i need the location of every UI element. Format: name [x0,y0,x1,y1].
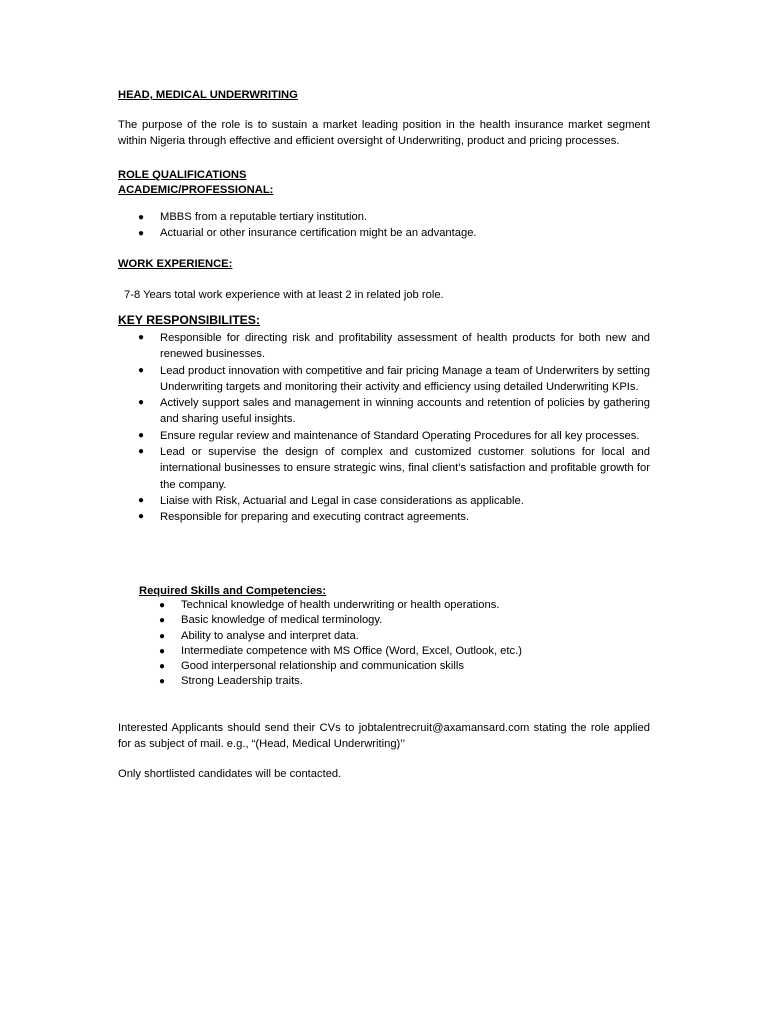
skills-list [118,598,650,690]
list-item: ● Actively support sales and management in winning accounts and retention of policies by gathering and sharing useful insights. [138,397,650,426]
list-item: ● Ensure regular review and maintenance of Standard Operating Procedures for all key processes. [118,428,650,444]
bullet-icon: ● [138,332,145,343]
list-item: ● Basic knowledge of medical terminology. [139,613,650,628]
bullet-icon: ● [159,645,166,657]
list-item: ● Lead product innovation with competitive and fair pricing Manage a team of Underwriters by setting Underwriting targets and monitoring their activity and efficiency using detailed Underwriting KPIs. [138,364,650,393]
bullet-icon: ● [138,397,145,409]
qualifications-list [118,210,650,241]
list-item: ● Strong Leadership traits. [139,674,650,689]
list-item: ● Actuarial or other insurance certification might be an advantage. [118,226,650,242]
list-item: ● Good interpersonal relationship and communication skills [139,659,650,674]
role-qualifications-heading: ROLE QUALIFICATIONS [118,169,247,181]
job-title: HEAD, MEDICAL UNDERWRITING [118,89,298,101]
bullet-icon: ● [138,429,145,441]
bullet-icon: ● [159,615,166,627]
bullet-icon: ● [159,661,166,673]
list-item: ● Responsible for preparing and executing contract agreements. [118,509,650,525]
closing-note: Only shortlisted candidates will be contacted. [118,768,342,780]
list-item: ● Ability to analyse and interpret data. [139,629,650,644]
list-item: ● Responsible for directing risk and profitability assessment of health products for both new and renewed businesses. [138,332,650,361]
bullet-icon: ● [138,227,145,239]
academic-professional-heading: ACADEMIC/PROFESSIONAL: [118,184,274,196]
bullet-icon: ● [138,446,145,458]
bullet-icon: ● [138,511,145,523]
responsibilities-list [118,330,650,526]
list-item: ● Intermediate competence with MS Office (Word, Excel, Outlook, etc.) [139,644,650,659]
list-item: ● Liaise with Risk, Actuarial and Legal in case considerations as applicable. [118,493,650,509]
bullet-icon: ● [159,600,166,611]
key-responsibilities-heading: KEY RESPONSIBILITES: [118,313,260,327]
application-instructions: Interested Applicants should send their CVs to jobtalentrecruit@axamansard.com stating the role applied for as subject of mail. e.g., “(Head, Medical Underwriting)’’ [118,722,650,750]
work-experience-heading: WORK EXPERIENCE: [118,258,233,270]
bullet-icon: ● [159,630,166,642]
bullet-icon: ● [159,676,166,688]
list-item: ● Technical knowledge of health underwriting or health operations. [139,598,650,613]
bullet-icon: ● [138,212,145,223]
bullet-icon: ● [138,364,145,376]
work-experience-text: 7-8 Years total work experience with at least 2 in related job role. [124,289,444,301]
list-item: ● Lead or supervise the design of complex and customized customer solutions for local and international businesses to ensure strategic wins, final client’s satisfaction and profitable growth for the company. [138,446,650,491]
bullet-icon: ● [138,494,145,506]
skills-heading: Required Skills and Competencies: [139,585,327,597]
list-item: ● MBBS from a reputable tertiary institution. [118,210,650,226]
role-purpose: The purpose of the role is to sustain a market leading position in the health insurance market segment within Nigeria through effective and efficient oversight of Underwriting, product and pricing processes. [118,119,650,147]
